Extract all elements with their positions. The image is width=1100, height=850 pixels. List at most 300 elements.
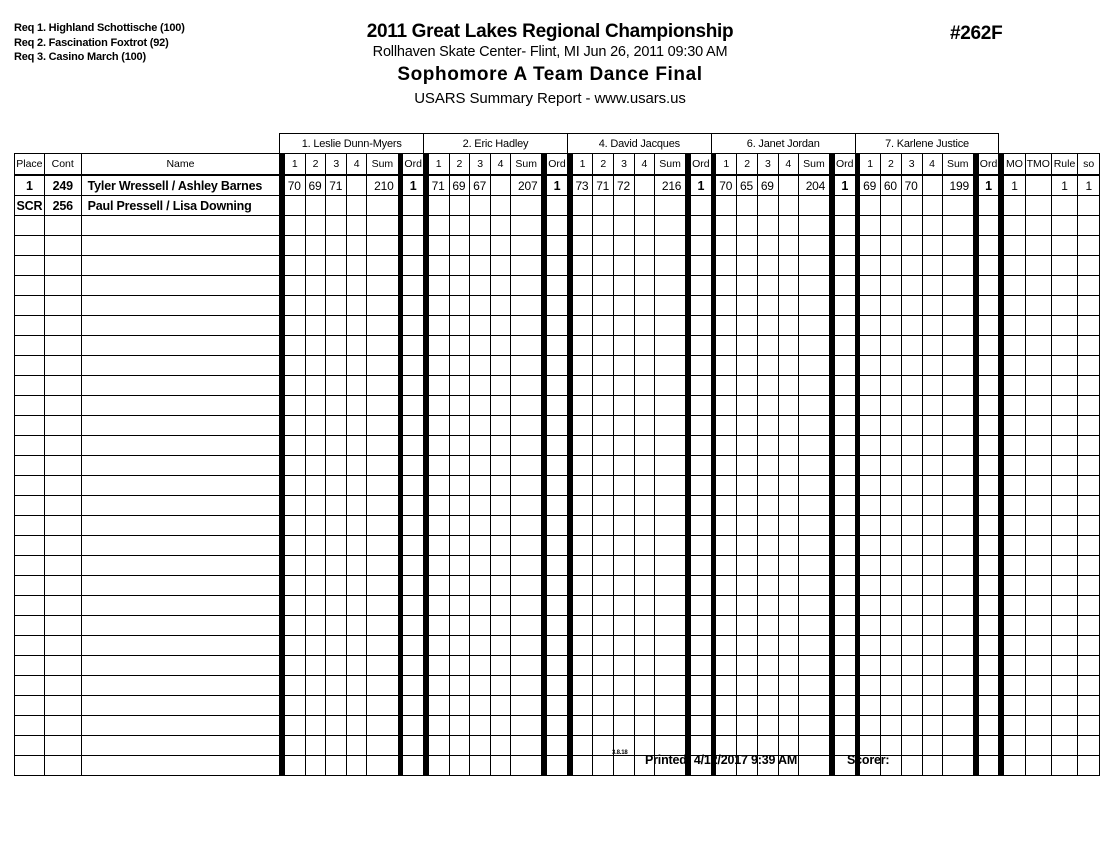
table-row-empty[interactable]	[15, 516, 1100, 536]
empty-cell	[778, 456, 798, 476]
empty-cell	[81, 556, 280, 576]
row-place: 1	[15, 175, 45, 196]
empty-cell	[511, 296, 542, 316]
table-row-empty[interactable]	[15, 296, 1100, 316]
empty-cell	[547, 236, 568, 256]
empty-cell	[403, 556, 424, 576]
empty-cell	[901, 696, 922, 716]
empty-cell	[403, 356, 424, 376]
empty-cell	[491, 576, 511, 596]
table-row-empty[interactable]	[15, 656, 1100, 676]
empty-cell	[305, 636, 326, 656]
empty-cell	[1078, 676, 1100, 696]
empty-cell	[491, 496, 511, 516]
empty-cell	[284, 556, 305, 576]
empty-cell	[305, 276, 326, 296]
empty-cell	[1078, 356, 1100, 376]
judge-band-row	[15, 134, 1100, 154]
empty-cell	[470, 676, 491, 696]
empty-cell	[593, 356, 614, 376]
empty-cell	[922, 316, 942, 336]
empty-cell	[881, 556, 902, 576]
empty-cell	[470, 436, 491, 456]
score-judge3-sum: 216	[654, 175, 685, 196]
score-judge4-req1	[716, 196, 737, 216]
empty-cell	[547, 496, 568, 516]
empty-cell	[901, 256, 922, 276]
empty-cell	[901, 716, 922, 736]
empty-cell	[1078, 616, 1100, 636]
empty-cell	[511, 516, 542, 536]
empty-cell	[449, 536, 470, 556]
empty-cell	[367, 236, 398, 256]
empty-cell	[449, 756, 470, 776]
version-mark: 3.8.18	[612, 750, 628, 756]
event-number-badge: #262F	[950, 23, 1003, 44]
table-row-empty[interactable]	[15, 716, 1100, 736]
empty-cell	[942, 336, 973, 356]
empty-cell	[403, 216, 424, 236]
empty-cell	[881, 596, 902, 616]
empty-cell	[572, 456, 593, 476]
empty-cell	[547, 316, 568, 336]
empty-cell	[654, 356, 685, 376]
empty-cell	[284, 236, 305, 256]
empty-cell	[44, 756, 81, 776]
score-judge4-sum	[798, 196, 829, 216]
empty-cell	[1004, 736, 1026, 756]
empty-cell	[901, 516, 922, 536]
judge-4-col-4: 4	[778, 154, 798, 176]
empty-cell	[834, 356, 855, 376]
row-place: SCR	[15, 196, 45, 216]
score-judge3-req3: 72	[614, 175, 635, 196]
empty-cell	[15, 616, 45, 636]
empty-cell	[737, 596, 758, 616]
empty-cell	[547, 696, 568, 716]
empty-cell	[1004, 256, 1026, 276]
score-judge5-ord	[978, 196, 999, 216]
empty-cell	[491, 296, 511, 316]
empty-cell	[572, 296, 593, 316]
empty-cell	[81, 676, 280, 696]
empty-cell	[347, 576, 367, 596]
empty-cell	[491, 356, 511, 376]
empty-cell	[758, 216, 779, 236]
empty-cell	[491, 256, 511, 276]
empty-cell	[44, 236, 81, 256]
judge-2-col-ord: Ord	[547, 154, 568, 176]
empty-cell	[81, 296, 280, 316]
empty-cell	[572, 476, 593, 496]
empty-cell	[978, 216, 999, 236]
empty-cell	[347, 396, 367, 416]
empty-cell	[305, 536, 326, 556]
empty-cell	[922, 416, 942, 436]
empty-cell	[798, 456, 829, 476]
empty-cell	[511, 356, 542, 376]
empty-cell	[547, 356, 568, 376]
empty-cell	[834, 576, 855, 596]
empty-cell	[758, 556, 779, 576]
table-row-empty[interactable]	[15, 696, 1100, 716]
empty-cell	[716, 536, 737, 556]
score-judge4-req1: 70	[716, 175, 737, 196]
empty-cell	[778, 576, 798, 596]
empty-cell	[778, 216, 798, 236]
empty-cell	[737, 636, 758, 656]
empty-cell	[978, 376, 999, 396]
empty-cell	[978, 636, 999, 656]
empty-cell	[798, 636, 829, 656]
empty-cell	[1078, 496, 1100, 516]
score-judge5-ord: 1	[978, 175, 999, 196]
table-row-empty[interactable]	[15, 676, 1100, 696]
empty-cell	[547, 276, 568, 296]
empty-cell	[470, 596, 491, 616]
empty-cell	[778, 696, 798, 716]
empty-cell	[511, 556, 542, 576]
empty-cell	[834, 596, 855, 616]
empty-cell	[690, 336, 711, 356]
empty-cell	[470, 356, 491, 376]
empty-cell	[634, 676, 654, 696]
empty-cell	[44, 676, 81, 696]
empty-cell	[593, 636, 614, 656]
empty-cell	[690, 676, 711, 696]
empty-cell	[593, 696, 614, 716]
empty-cell	[654, 296, 685, 316]
table-row-empty[interactable]	[15, 556, 1100, 576]
empty-cell	[470, 536, 491, 556]
empty-cell	[834, 456, 855, 476]
empty-cell	[614, 356, 635, 376]
empty-cell	[347, 616, 367, 636]
table-row-empty[interactable]	[15, 416, 1100, 436]
empty-cell	[572, 316, 593, 336]
empty-cell	[547, 476, 568, 496]
empty-cell	[1004, 376, 1026, 396]
empty-cell	[778, 436, 798, 456]
empty-cell	[1078, 276, 1100, 296]
empty-cell	[305, 596, 326, 616]
empty-cell	[284, 716, 305, 736]
empty-cell	[922, 396, 942, 416]
empty-cell	[1078, 476, 1100, 496]
empty-cell	[403, 336, 424, 356]
empty-cell	[449, 616, 470, 636]
table-row[interactable]	[15, 196, 1100, 216]
table-row-empty[interactable]	[15, 336, 1100, 356]
empty-cell	[690, 476, 711, 496]
empty-cell	[922, 696, 942, 716]
empty-cell	[634, 696, 654, 716]
empty-cell	[716, 696, 737, 716]
score-sheet	[14, 133, 1100, 776]
empty-cell	[326, 676, 347, 696]
empty-cell	[491, 696, 511, 716]
table-row-empty[interactable]	[15, 216, 1100, 236]
empty-cell	[1004, 356, 1026, 376]
judge-band-spacer	[15, 134, 280, 154]
empty-cell	[654, 476, 685, 496]
empty-cell	[614, 636, 635, 656]
empty-cell	[326, 436, 347, 456]
empty-cell	[654, 396, 685, 416]
empty-cell	[737, 336, 758, 356]
empty-cell	[449, 676, 470, 696]
empty-cell	[547, 416, 568, 436]
judge-header-4: 6. Janet Jordan	[711, 134, 855, 154]
empty-cell	[860, 616, 881, 636]
empty-cell	[470, 336, 491, 356]
empty-cell	[15, 476, 45, 496]
empty-cell	[654, 336, 685, 356]
empty-cell	[1051, 336, 1078, 356]
empty-cell	[901, 656, 922, 676]
table-row-empty[interactable]	[15, 376, 1100, 396]
empty-cell	[881, 456, 902, 476]
empty-cell	[834, 376, 855, 396]
empty-cell	[511, 476, 542, 496]
empty-cell	[690, 236, 711, 256]
empty-cell	[881, 236, 902, 256]
empty-cell	[511, 256, 542, 276]
empty-cell	[834, 676, 855, 696]
judge-5-col-1: 1	[860, 154, 881, 176]
row-rule-value: 1	[1051, 175, 1078, 196]
empty-cell	[449, 276, 470, 296]
empty-cell	[1004, 696, 1026, 716]
empty-cell	[547, 736, 568, 756]
empty-cell	[901, 556, 922, 576]
score-judge1-sum: 210	[367, 175, 398, 196]
empty-cell	[881, 316, 902, 336]
empty-cell	[901, 396, 922, 416]
empty-cell	[305, 476, 326, 496]
score-judge3-req4	[634, 196, 654, 216]
empty-cell	[737, 236, 758, 256]
empty-cell	[449, 396, 470, 416]
empty-cell	[901, 356, 922, 376]
empty-cell	[428, 416, 449, 436]
division-title: Sophomore A Team Dance Final	[397, 64, 703, 85]
empty-cell	[634, 336, 654, 356]
empty-cell	[634, 416, 654, 436]
empty-cell	[547, 336, 568, 356]
empty-cell	[942, 416, 973, 436]
empty-cell	[326, 736, 347, 756]
empty-cell	[428, 256, 449, 276]
empty-cell	[511, 656, 542, 676]
empty-cell	[305, 316, 326, 336]
table-row-empty[interactable]	[15, 316, 1100, 336]
empty-cell	[15, 696, 45, 716]
empty-cell	[347, 736, 367, 756]
empty-cell	[860, 376, 881, 396]
score-judge5-req3: 70	[901, 175, 922, 196]
empty-cell	[449, 356, 470, 376]
judge-header-3: 4. David Jacques	[567, 134, 711, 154]
score-judge1-req2: 69	[305, 175, 326, 196]
empty-cell	[284, 516, 305, 536]
empty-cell	[922, 556, 942, 576]
empty-cell	[716, 436, 737, 456]
table-row-empty[interactable]	[15, 756, 1100, 776]
empty-cell	[881, 656, 902, 676]
empty-cell	[901, 316, 922, 336]
empty-cell	[470, 616, 491, 636]
empty-cell	[614, 256, 635, 276]
empty-cell	[403, 736, 424, 756]
empty-cell	[449, 696, 470, 716]
empty-cell	[326, 636, 347, 656]
empty-cell	[922, 236, 942, 256]
table-row-empty[interactable]	[15, 456, 1100, 476]
empty-cell	[758, 676, 779, 696]
empty-cell	[367, 356, 398, 376]
empty-cell	[470, 556, 491, 576]
empty-cell	[978, 256, 999, 276]
empty-cell	[1025, 656, 1051, 676]
empty-cell	[654, 636, 685, 656]
empty-cell	[491, 596, 511, 616]
empty-cell	[1004, 516, 1026, 536]
table-row-empty[interactable]	[15, 436, 1100, 456]
empty-cell	[978, 476, 999, 496]
empty-cell	[15, 676, 45, 696]
empty-cell	[901, 616, 922, 636]
empty-cell	[716, 296, 737, 316]
empty-cell	[347, 476, 367, 496]
table-row-empty[interactable]	[15, 576, 1100, 596]
empty-cell	[716, 516, 737, 536]
empty-cell	[284, 276, 305, 296]
judge-4-col-2: 2	[737, 154, 758, 176]
empty-cell	[942, 436, 973, 456]
empty-cell	[758, 416, 779, 436]
empty-cell	[654, 256, 685, 276]
empty-cell	[654, 676, 685, 696]
score-judge3-req1: 73	[572, 175, 593, 196]
table-row-empty[interactable]	[15, 616, 1100, 636]
empty-cell	[511, 716, 542, 736]
table-row-empty[interactable]	[15, 596, 1100, 616]
empty-cell	[470, 236, 491, 256]
empty-cell	[758, 596, 779, 616]
table-row-empty[interactable]	[15, 396, 1100, 416]
empty-cell	[511, 576, 542, 596]
empty-cell	[284, 476, 305, 496]
table-row-empty[interactable]	[15, 536, 1100, 556]
empty-cell	[15, 216, 45, 236]
empty-cell	[470, 716, 491, 736]
empty-cell	[44, 256, 81, 276]
printed-timestamp: Printed: 4/12/2017 9:39 AM	[645, 753, 798, 767]
empty-cell	[901, 596, 922, 616]
empty-cell	[1051, 476, 1078, 496]
empty-cell	[1004, 296, 1026, 316]
score-judge3-req2	[593, 196, 614, 216]
empty-cell	[305, 676, 326, 696]
empty-cell	[881, 396, 902, 416]
empty-cell	[881, 576, 902, 596]
empty-cell	[778, 416, 798, 436]
empty-cell	[834, 256, 855, 276]
table-row-empty[interactable]	[15, 636, 1100, 656]
empty-cell	[1078, 236, 1100, 256]
empty-cell	[284, 456, 305, 476]
table-row-empty[interactable]	[15, 236, 1100, 256]
empty-cell	[634, 356, 654, 376]
table-row-empty[interactable]	[15, 496, 1100, 516]
empty-cell	[922, 496, 942, 516]
empty-cell	[860, 296, 881, 316]
empty-cell	[1025, 756, 1051, 776]
table-row-empty[interactable]	[15, 356, 1100, 376]
empty-cell	[860, 476, 881, 496]
empty-cell	[634, 716, 654, 736]
empty-cell	[654, 616, 685, 636]
empty-cell	[572, 736, 593, 756]
empty-cell	[690, 576, 711, 596]
empty-cell	[15, 516, 45, 536]
table-row[interactable]	[15, 175, 1100, 196]
empty-cell	[758, 276, 779, 296]
tail-col-tmo: TMO	[1025, 154, 1051, 176]
empty-cell	[758, 636, 779, 656]
score-judge1-req2	[305, 196, 326, 216]
empty-cell	[881, 516, 902, 536]
empty-cell	[572, 636, 593, 656]
empty-cell	[634, 636, 654, 656]
empty-cell	[15, 356, 45, 376]
empty-cell	[1051, 296, 1078, 316]
empty-cell	[942, 756, 973, 776]
empty-cell	[1025, 296, 1051, 316]
empty-cell	[942, 736, 973, 756]
table-row-empty[interactable]	[15, 256, 1100, 276]
empty-cell	[470, 296, 491, 316]
empty-cell	[44, 716, 81, 736]
empty-cell	[428, 536, 449, 556]
table-row-empty[interactable]	[15, 736, 1100, 756]
empty-cell	[326, 316, 347, 336]
empty-cell	[547, 536, 568, 556]
empty-cell	[1051, 416, 1078, 436]
empty-cell	[470, 256, 491, 276]
empty-cell	[737, 256, 758, 276]
empty-cell	[572, 276, 593, 296]
judge-2-col-4: 4	[491, 154, 511, 176]
empty-cell	[1051, 716, 1078, 736]
empty-cell	[347, 716, 367, 736]
empty-cell	[367, 516, 398, 536]
empty-cell	[593, 476, 614, 496]
empty-cell	[305, 336, 326, 356]
empty-cell	[15, 536, 45, 556]
empty-cell	[428, 636, 449, 656]
empty-cell	[942, 276, 973, 296]
empty-cell	[572, 356, 593, 376]
empty-cell	[614, 236, 635, 256]
table-row-empty[interactable]	[15, 276, 1100, 296]
empty-cell	[798, 296, 829, 316]
table-row-empty[interactable]	[15, 476, 1100, 496]
empty-cell	[305, 576, 326, 596]
empty-cell	[572, 216, 593, 236]
empty-cell	[1025, 476, 1051, 496]
